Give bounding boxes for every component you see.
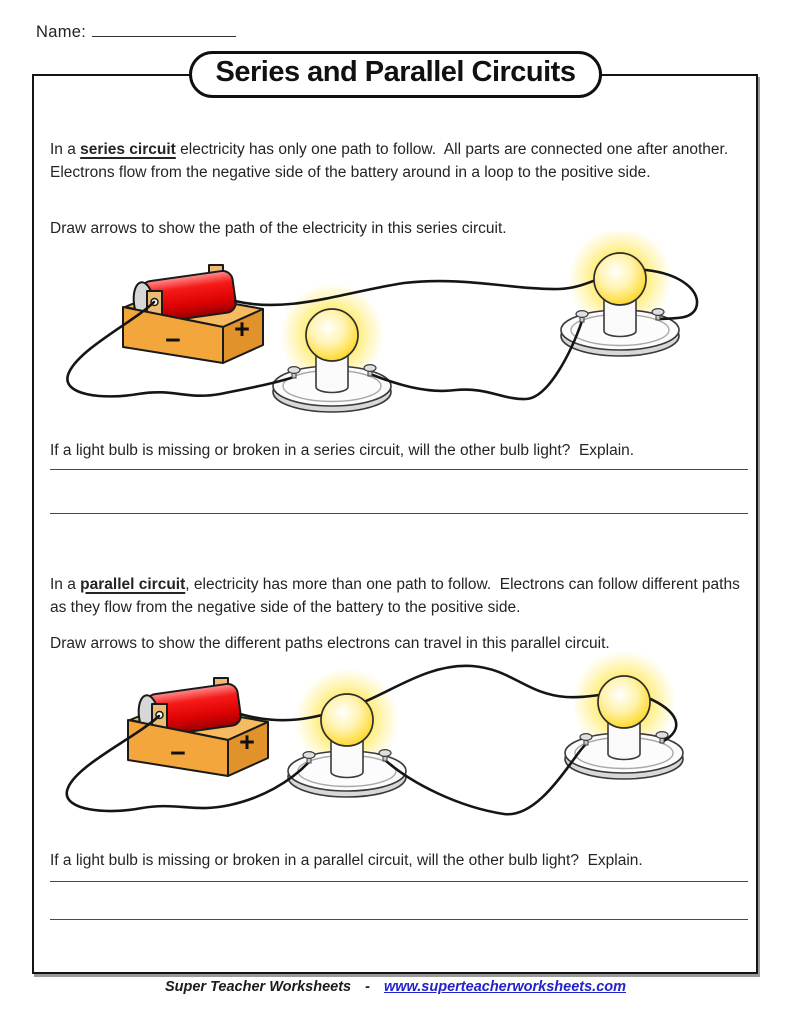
page-title: Series and Parallel Circuits — [189, 51, 603, 98]
footer-separator: - — [365, 979, 370, 995]
name-blank-line — [92, 22, 236, 37]
series-intro-suffix: electricity has only one path to follow. All parts are connected one after another. Electrons flow from the negative side of the battery around in a loop to the positive side. — [50, 140, 737, 181]
name-row — [36, 22, 236, 42]
parallel-circuit-term: parallel circuit — [80, 575, 186, 593]
answer-line — [50, 469, 748, 470]
answer-line — [50, 513, 748, 514]
parallel-intro-paragraph — [50, 573, 750, 619]
worksheet-content-box — [32, 74, 758, 974]
parallel-instruction: Draw arrows to show the different paths electrons can travel in this parallel circuit. — [50, 634, 610, 652]
parallel-circuit-illustration — [34, 647, 756, 839]
circuit-wire — [370, 321, 582, 399]
footer-brand: Super Teacher Worksheets — [164, 979, 352, 995]
answer-line — [50, 881, 748, 882]
series-intro-paragraph — [50, 138, 750, 184]
series-instruction: Draw arrows to show the path of the electricity in this series circuit. — [50, 219, 507, 237]
name-label: Name: — [36, 23, 87, 41]
parallel-intro-prefix: In a — [50, 575, 81, 593]
series-question: If a light bulb is missing or broken in a series circuit, will the other bulb light? Explain. — [50, 441, 635, 459]
footer-website-link[interactable]: www.superteacherworksheets.com — [383, 979, 627, 995]
footer — [0, 979, 791, 995]
answer-line — [50, 919, 748, 920]
circuit-wire — [385, 744, 586, 814]
series-circuit-term: series circuit — [80, 140, 176, 158]
parallel-question: If a light bulb is missing or broken in a parallel circuit, will the other bulb light? Explain. — [50, 851, 643, 869]
parallel-intro-suffix: , electricity has more than one path to follow. Electrons can follow different paths as they flow from the negative side of the battery to the positive side. — [50, 575, 745, 616]
series-intro-prefix: In a — [50, 140, 81, 158]
series-circuit-illustration — [34, 232, 756, 424]
